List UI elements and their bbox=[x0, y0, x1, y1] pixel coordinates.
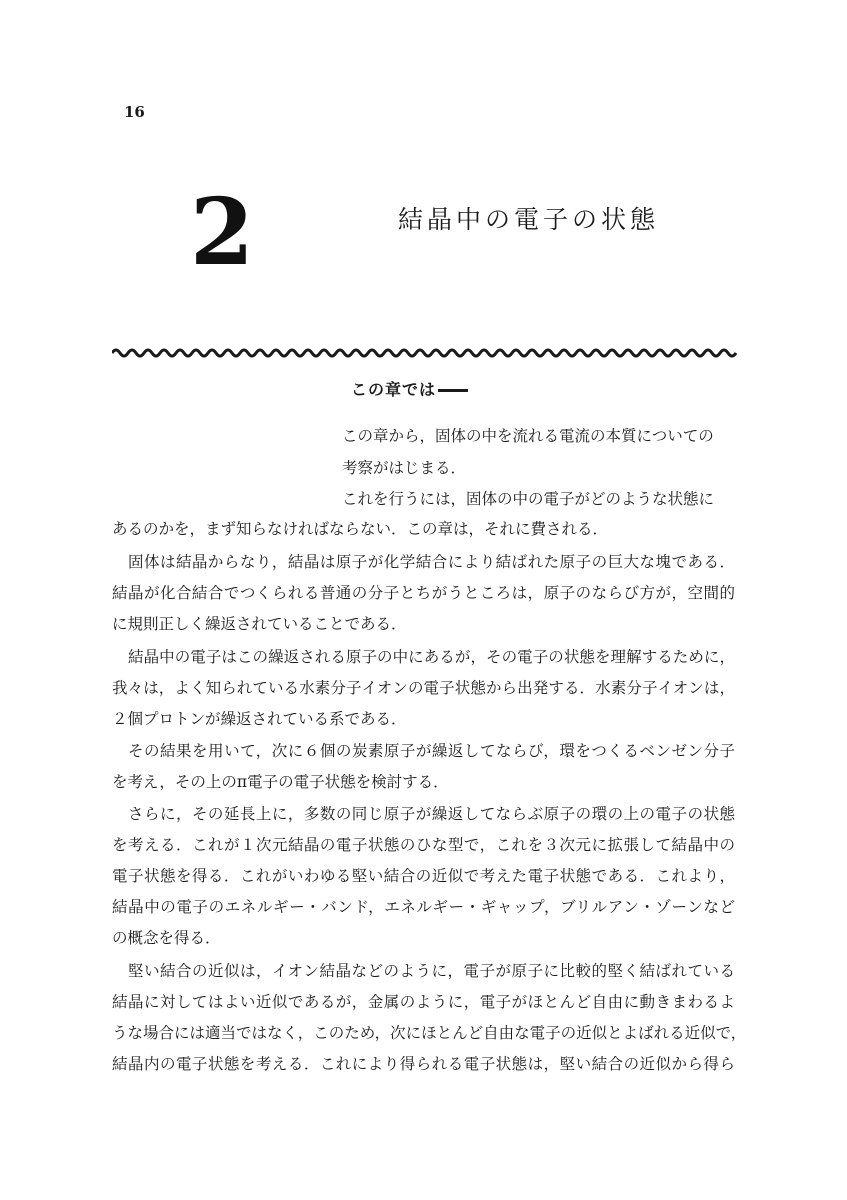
intro-heading bbox=[351, 377, 468, 400]
body-line-14: 堅い結合の近似は，イオン結晶などのように，電子が原子に比較的堅く結ばれている bbox=[128, 962, 735, 980]
body-line-4: 結晶中の電子はこの繰返される原子の中にあるが，その電子の状態を理解するために， bbox=[128, 648, 735, 666]
body-line-3: に規則正しく繰返されていることである． bbox=[112, 615, 407, 633]
body-line-16: うな場合には適当ではなく，このため，次にほとんど自由な電子の近似とよばれる近似で， bbox=[112, 1024, 747, 1042]
body-line-12: 結晶中の電子のエネルギー・バンド，エネルギー・ギャップ，ブリルアン・ゾーンなど bbox=[112, 898, 735, 916]
body-line-7: その結果を用いて，次に６個の炭素原子が繰返してならび，環をつくるベンゼン分子 bbox=[128, 742, 735, 760]
body-line-11: 電子状態を得る．これがいわゆる堅い結合の近似で考えた電子状態である．これより， bbox=[112, 867, 735, 885]
body-line-1: 固体は結晶からなり，結晶は原子が化学結合により結ばれた原子の巨大な塊である． bbox=[128, 553, 735, 571]
body-line-9: さらに，その延長上に，多数の同じ原子が繰返してならぶ原子の環の上の電子の状態 bbox=[128, 805, 735, 823]
chapter-title: 結晶中の電子の状態 bbox=[398, 205, 660, 234]
body-line-10: を考える．これが１次元結晶の電子状態のひな型で，これを３次元に拡張して結晶中の bbox=[112, 836, 735, 854]
em-dash bbox=[438, 389, 468, 392]
body-line-6: ２個プロトンが繰返されている系である． bbox=[112, 710, 407, 728]
wavy-rule bbox=[112, 346, 737, 360]
intro-line-4: あるのかを，まず知らなければならない．この章は，それに費される． bbox=[112, 520, 609, 538]
body-line-13: の概念を得る． bbox=[112, 929, 221, 947]
body-line-5: 我々は，よく知られている水素分子イオンの電子状態から出発する．水素分子イオンは， bbox=[112, 679, 735, 697]
body-line-2: 結晶が化合結合でつくられる普通の分子とちがうところは，原子のならび方が，空間的 bbox=[112, 584, 735, 602]
intro-line-2: 考察がはじまる． bbox=[342, 459, 467, 477]
intro-heading-text: この章では bbox=[351, 380, 437, 399]
body-line-15: 結晶に対してはよい近似であるが，金属のように，電子がほとんど自由に動きまわるよ bbox=[112, 993, 735, 1011]
body-line-8: を考え，その上のπ電子の電子状態を検討する． bbox=[112, 773, 449, 791]
intro-line-1: この章から，固体の中を流れる電流の本質についての bbox=[342, 427, 714, 445]
intro-line-3: これを行うには，固体の中の電子がどのような状態に bbox=[342, 490, 715, 508]
chapter-numeral: 2 bbox=[190, 178, 255, 286]
body-line-17: 結晶内の電子状態を考える．これにより得られる電子状態は，堅い結合の近似から得ら bbox=[112, 1055, 735, 1073]
page-number: 16 bbox=[124, 103, 145, 121]
